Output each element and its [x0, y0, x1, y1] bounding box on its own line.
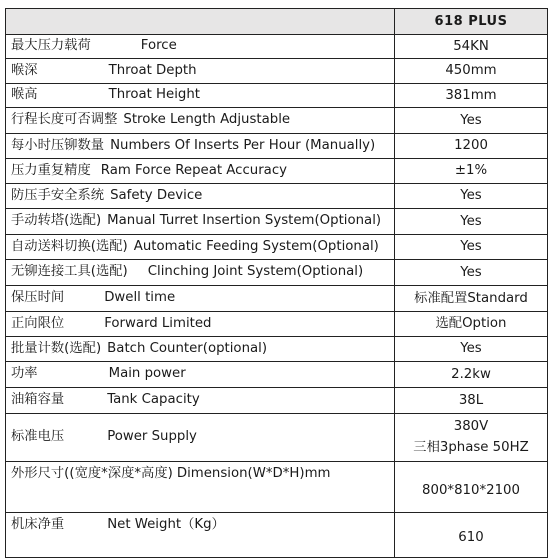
spec-row-label-cell	[6, 312, 395, 337]
spec-row	[6, 159, 548, 184]
spec-row-value: ±1%	[395, 159, 548, 184]
spec-row-value: 1200	[395, 134, 548, 159]
spec-row-en-label: Numbers Of Inserts Per Hour (Manually)	[110, 137, 376, 153]
weight-label-cell	[6, 513, 395, 558]
spec-row-cn-label: 喉高	[11, 87, 38, 102]
power-supply-en-label: Power Supply	[107, 429, 197, 444]
weight-cn-label: 机床净重	[11, 517, 65, 532]
spec-row-label-cell	[6, 84, 395, 108]
spec-row-cn-label: 正向限位	[11, 315, 65, 331]
spec-row-label-cell	[6, 184, 395, 209]
spec-row-value: Yes	[395, 337, 548, 362]
spec-row-value: 选配Option	[395, 312, 548, 337]
weight-value: 610	[395, 513, 548, 558]
spec-row-label-cell	[6, 388, 395, 414]
spec-row-en-label: Throat Depth	[108, 62, 197, 78]
spec-row	[6, 286, 548, 312]
spec-row-label-cell	[6, 235, 395, 260]
spec-row	[6, 312, 548, 337]
spec-row-value: Yes	[395, 108, 548, 134]
spec-row-value: 标准配置Standard	[395, 286, 548, 312]
dimension-value: 800*810*2100	[395, 462, 548, 513]
spec-row	[6, 260, 548, 286]
spec-row-value: 2.2kw	[395, 362, 548, 388]
spec-row-cn-label: 功率	[11, 366, 38, 381]
spec-row-cn-label: 保压时间	[11, 290, 65, 305]
spec-row-cn-label: 压力重复精度	[11, 162, 91, 178]
spec-row-label-cell	[6, 159, 395, 184]
spec-row-label-cell	[6, 337, 395, 362]
spec-row-value: 381mm	[395, 84, 548, 108]
header-model-cell	[395, 9, 548, 35]
spec-row-label-cell	[6, 35, 395, 59]
spec-row-cn-label: 无铆连接工具(选配)	[11, 264, 128, 279]
spec-row-en-label: Dwell time	[104, 290, 176, 305]
spec-row	[6, 35, 548, 59]
power-supply-value-cell	[395, 414, 548, 462]
spec-row-en-label: Batch Counter(optional)	[107, 340, 268, 356]
power-supply-voltage: 380V	[453, 419, 489, 434]
spec-row	[6, 235, 548, 260]
spec-row	[6, 59, 548, 84]
spec-row-value: Yes	[395, 235, 548, 260]
spec-row-en-label: Tank Capacity	[107, 392, 200, 407]
spec-row-cn-label: 油箱容量	[11, 392, 65, 407]
spec-row-en-label: Throat Height	[108, 87, 200, 102]
spec-row-cn-label: 最大压力载荷	[11, 38, 91, 53]
spec-row-cn-label: 手动转塔(选配)	[11, 213, 102, 228]
power-supply-phase: 三相3phase 50HZ	[413, 440, 529, 455]
spec-row	[6, 84, 548, 108]
spec-row-value: Yes	[395, 209, 548, 235]
spec-row-label-cell	[6, 209, 395, 235]
spec-row-cn-label: 喉深	[11, 62, 38, 78]
spec-row-cn-label: 防压手安全系统	[11, 187, 105, 203]
spec-row-en-label: Automatic Feeding System(Optional)	[133, 238, 379, 254]
power-supply-label-cell	[6, 414, 395, 462]
spec-row-en-label: Manual Turret Insertion System(Optional)	[107, 213, 382, 228]
spec-row-cn-label: 行程长度可否调整	[11, 112, 118, 127]
spec-row-en-label: Clinching Joint System(Optional)	[147, 264, 364, 279]
power-supply-row	[6, 414, 548, 462]
spec-row	[6, 362, 548, 388]
spec-row-en-label: Forward Limited	[104, 315, 212, 331]
spec-row-label-cell	[6, 108, 395, 134]
spec-row-value: Yes	[395, 260, 548, 286]
spec-row	[6, 134, 548, 159]
spec-row-cn-label: 每小时压铆数量	[11, 137, 105, 153]
spec-row	[6, 184, 548, 209]
spec-row-value: 38L	[395, 388, 548, 414]
spec-row-label-cell	[6, 59, 395, 84]
spec-row-value: 54KN	[395, 35, 548, 59]
dimension-en-label: Dimension(W*D*H)mm	[176, 466, 331, 481]
spec-row-en-label: Force	[140, 38, 177, 53]
spec-row-en-label: Ram Force Repeat Accuracy	[100, 162, 287, 178]
spec-row	[6, 108, 548, 134]
spec-row-en-label: Safety Device	[110, 187, 203, 203]
spec-row-label-cell	[6, 286, 395, 312]
spec-row-cn-label: 批量计数(选配)	[11, 340, 102, 356]
weight-row	[6, 513, 548, 558]
spec-row-en-label: Main power	[108, 366, 186, 381]
header-blank-cell	[6, 9, 395, 35]
spec-row-value: Yes	[395, 184, 548, 209]
power-supply-cn-label: 标准电压	[11, 429, 65, 444]
dimension-row	[6, 462, 548, 513]
spec-row-cn-label: 自动送料切换(选配)	[11, 238, 128, 254]
model-name: 618 PLUS	[434, 13, 508, 29]
spec-row-value: 450mm	[395, 59, 548, 84]
spec-row	[6, 388, 548, 414]
spec-row-label-cell	[6, 362, 395, 388]
header-row	[6, 9, 548, 35]
dimension-cn-label: 外形尺寸((宽度*深度*高度)	[11, 466, 173, 481]
dimension-label-cell	[6, 462, 395, 513]
weight-en-label: Net Weight（Kg）	[107, 517, 225, 532]
spec-row-en-label: Stroke Length Adjustable	[123, 112, 291, 127]
spec-row	[6, 337, 548, 362]
spec-row	[6, 209, 548, 235]
spec-table	[5, 8, 548, 558]
spec-row-label-cell	[6, 260, 395, 286]
spec-row-label-cell	[6, 134, 395, 159]
